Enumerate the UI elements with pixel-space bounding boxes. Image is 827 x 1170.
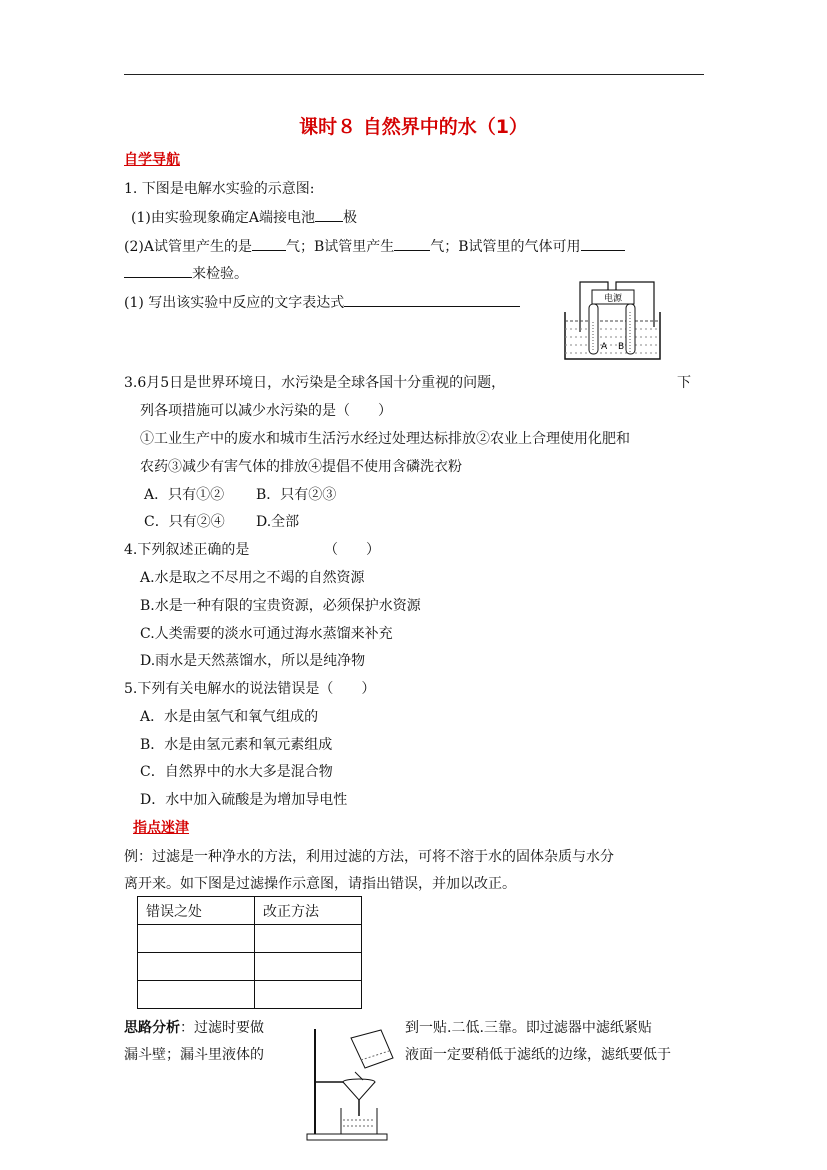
stand-base — [307, 1134, 387, 1140]
test-tube-b — [626, 304, 635, 354]
analysis-text-1a: ：过滤时要做 — [180, 1020, 264, 1036]
q1-part2 — [124, 236, 625, 256]
answer-blank[interactable] — [394, 236, 430, 251]
q1-part2-text-a: (2)A试管里产生的是 — [124, 239, 252, 255]
table-cell[interactable] — [255, 981, 362, 1009]
table-header-error: 错误之处 — [138, 897, 255, 925]
table-cell[interactable] — [138, 953, 255, 981]
table-header-correction: 改正方法 — [255, 897, 362, 925]
q5-option-c: C．自然界中的水大多是混合物 — [140, 764, 333, 780]
electrolysis-apparatus-figure — [560, 277, 666, 363]
filtration-apparatus-figure — [305, 1024, 405, 1144]
header-rule — [124, 74, 704, 75]
q4-answer-paren: （ ） — [324, 542, 380, 558]
q4-option-c: C.人类需要的淡水可通过海水蒸馏来补充 — [140, 626, 393, 642]
power-source-label: 电源 — [603, 294, 623, 304]
q4-option-a: A.水是取之不尽用之不竭的自然资源 — [140, 570, 365, 586]
tube-a-label: A — [601, 342, 608, 352]
q4-stem: 4.下列叙述正确的是 — [124, 542, 250, 558]
analysis-text-1b: 到一贴.二低.三靠。即过滤器中滤纸紧贴 — [405, 1020, 652, 1036]
q1-part1-text: (1)由实验现象确定A端接电池 — [131, 210, 315, 226]
q3-measures-line2: 农药③减少有害气体的排放④提倡不使用含磷洗衣粉 — [140, 459, 462, 475]
table-cell[interactable] — [255, 953, 362, 981]
analysis-text-2a: 漏斗壁；漏斗里液体的 — [124, 1047, 264, 1063]
table-cell[interactable] — [138, 981, 255, 1009]
q1-part2-cont — [124, 263, 248, 283]
q3-option-d: D.全部 — [256, 514, 300, 530]
answer-blank[interactable] — [252, 236, 286, 251]
q3-stem-line2: 列各项措施可以减少水污染的是（ ） — [140, 403, 392, 419]
answer-blank[interactable] — [581, 236, 625, 251]
table-row — [138, 925, 362, 953]
q1-part2-text-b: 气；B试管里产生 — [285, 239, 395, 255]
q1-part1-suffix: 极 — [342, 210, 357, 226]
section-heading-tips: 指点迷津 — [133, 820, 189, 836]
answer-blank[interactable] — [344, 292, 520, 307]
example-line2: 离开来。如下图是过滤操作示意图，请指出错误，并加以改正。 — [124, 876, 516, 892]
q3-option-a: A．只有①② — [144, 487, 225, 503]
q5-option-d: D．水中加入硫酸是为增加导电性 — [140, 792, 348, 808]
table-row — [138, 981, 362, 1009]
table-cell[interactable] — [255, 925, 362, 953]
analysis-line1 — [124, 1019, 264, 1037]
water-trough — [565, 312, 660, 359]
table-row — [138, 953, 362, 981]
q5-stem: 5.下列有关电解水的说法错误是（ ） — [124, 681, 376, 697]
answer-blank[interactable] — [124, 263, 192, 278]
q3-option-b: B．只有②③ — [256, 487, 337, 503]
error-correction-table — [137, 896, 362, 1009]
q1-part3-text: (1) 写出该实验中反应的文字表达式 — [124, 295, 345, 311]
analysis-label: 思路分析 — [124, 1020, 180, 1036]
q1-part1 — [131, 207, 357, 227]
q3-stem-line1: 3.6月5日是世界环境日，水污染是全球各国十分重视的问题， — [124, 375, 506, 391]
q5-option-b: B．水是由氢元素和氧元素组成 — [140, 737, 333, 753]
funnel — [343, 1082, 375, 1100]
q3-stem-line1-end: 下 — [677, 375, 691, 391]
q3-measures-line1: ①工业生产中的废水和城市生活污水经过处理达标排放②农业上合理使用化肥和 — [140, 431, 630, 447]
q5-option-a: A．水是由氢气和氧气组成的 — [140, 709, 319, 725]
q1-stem: 1. 下图是电解水实验的示意图: — [124, 181, 315, 197]
table-cell[interactable] — [138, 925, 255, 953]
q1-part2-text-c: 气；B试管里的气体可用 — [430, 239, 581, 255]
q4-option-b: B.水是一种有限的宝贵资源，必须保护水资源 — [140, 598, 421, 614]
q1-part2-text-d: 来检验。 — [192, 266, 248, 282]
tube-b-label: B — [618, 342, 625, 352]
page-title: 课时８ 自然界中的水（1） — [299, 116, 528, 138]
answer-blank[interactable] — [315, 207, 343, 222]
example-line1: 例：过滤是一种净水的方法，利用过滤的方法，可将不溶于水的固体杂质与水分 — [124, 849, 614, 865]
q1-part3 — [124, 292, 520, 312]
pouring-beaker — [351, 1030, 393, 1068]
q3-option-c: C．只有②④ — [144, 514, 225, 530]
analysis-text-2b: 液面一定要稍低于滤纸的边缘，滤纸要低于 — [405, 1047, 671, 1063]
q4-option-d: D.雨水是天然蒸馏水，所以是纯净物 — [140, 653, 366, 669]
section-heading-self-study: 自学导航 — [124, 152, 180, 168]
